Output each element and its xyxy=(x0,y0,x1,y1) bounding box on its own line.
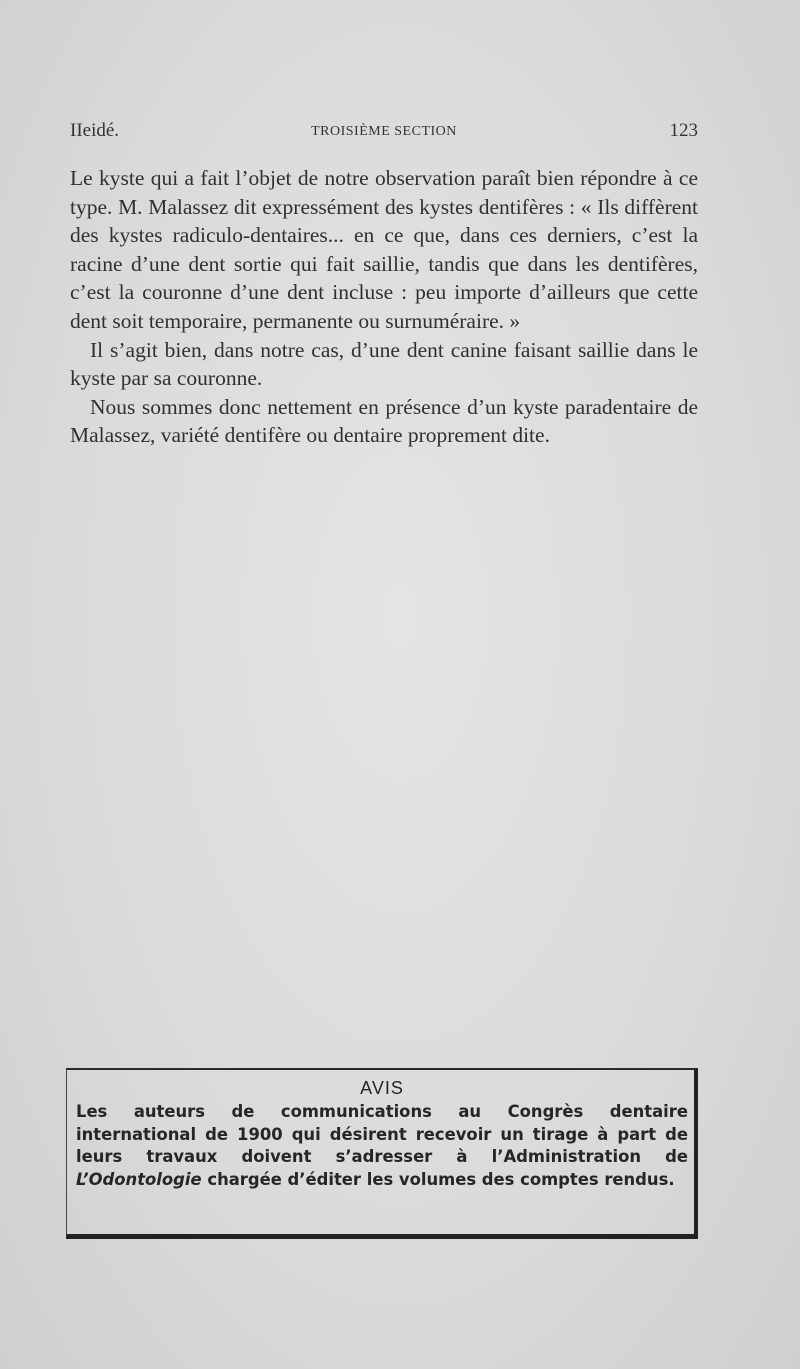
notice-journal-title: L’Odontologie xyxy=(76,1169,202,1189)
notice-title: AVIS xyxy=(360,1078,404,1098)
paragraph-3: Nous sommes donc nettement en présence d’un kyste paradentaire de Malassez, variété dentifère ou dentaire proprement dite. xyxy=(70,394,698,448)
running-head-section: TROISIÈME SECTION xyxy=(311,124,457,139)
notice-text-before: Les auteurs de communications au Congrès dentaire international de 1900 qui désirent recevoir un tirage à part de leurs travaux doivent s’adresser à l’Administration de xyxy=(76,1102,688,1167)
running-head xyxy=(70,120,698,150)
paragraph-2: Il s’agit bien, dans notre cas, d’une dent canine faisant saillie dans le kyste par sa couronne. xyxy=(70,337,698,391)
notice-box xyxy=(66,1068,698,1239)
page-number: 123 xyxy=(669,120,698,141)
notice-body xyxy=(76,1101,688,1191)
notice-text-after: chargée d’éditer les volumes des comptes rendus. xyxy=(201,1169,675,1189)
running-head-author: IIeidé. xyxy=(70,120,120,141)
paragraph-1: Le kyste qui a fait l’objet de notre observation paraît bien répondre à ce type. M. Malassez dit expressément des kystes dentifères : « Ils diffèrent des kystes radiculo-dentaires... en ce que, dans ces derniers, c’est la racine d’une dent sortie qui fait saillie, tandis que dans les dentifères, c’est la couronne d’une dent incluse : peu importe d’ailleurs que cette dent soit temporaire, permanente ou surnuméraire. » xyxy=(70,166,698,333)
body-text xyxy=(70,164,698,450)
